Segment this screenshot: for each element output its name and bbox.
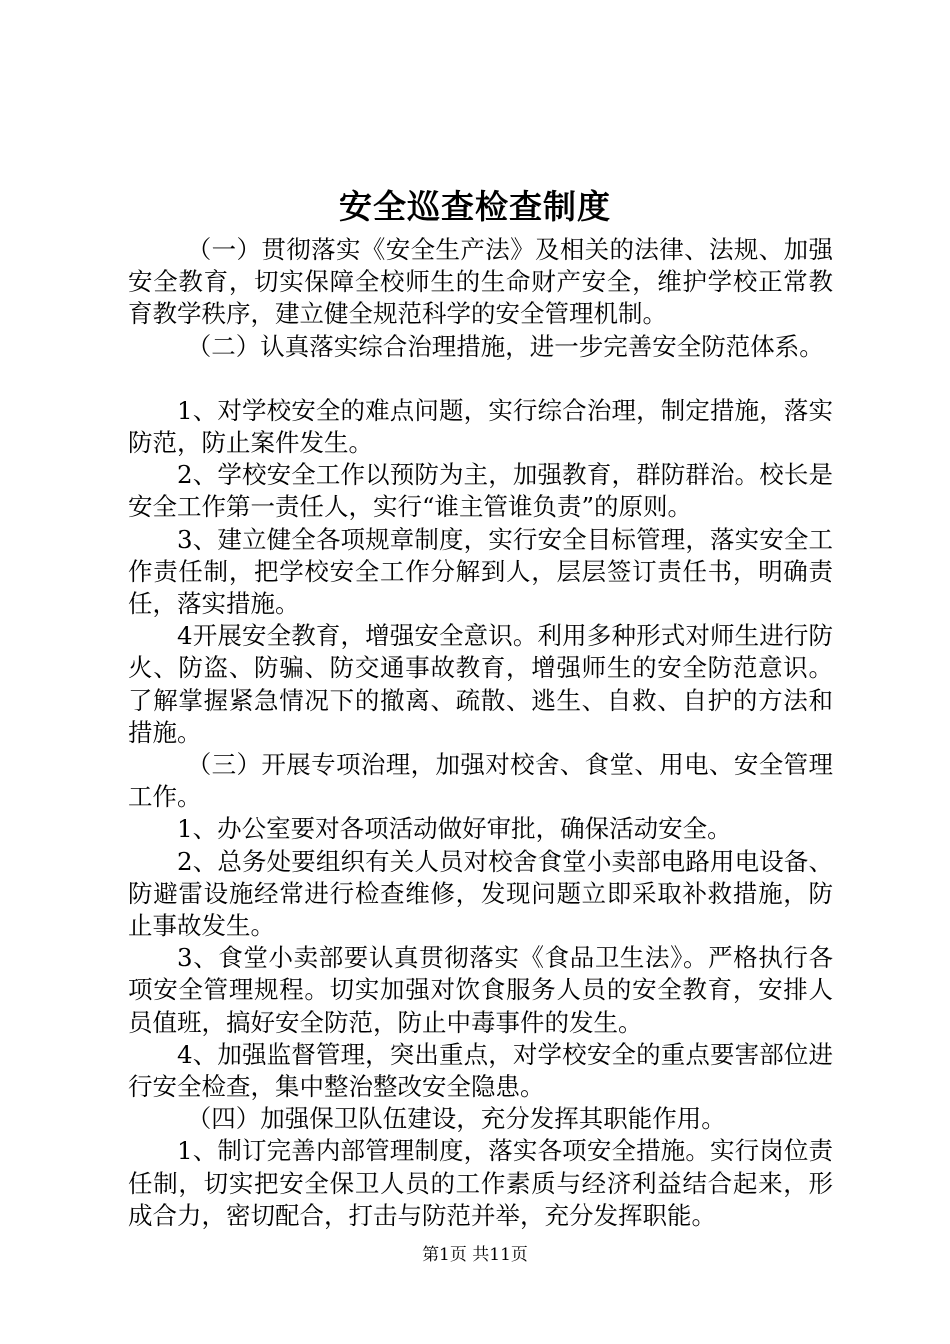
document-body	[128, 234, 833, 1232]
item-paragraph: 3、食堂小卖部要认真贯彻落实《食品卫生法》。严格执行各项安全管理规程。切实加强对饮食服务人员的安全教育，安排人员值班，搞好安全防范，防止中毒事件的发生。	[128, 943, 833, 1037]
section-paragraph-2: （二）认真落实综合治理措施，进一步完善安全防范体系。	[186, 331, 824, 361]
item-paragraph: 1、制订完善内部管理制度，落实各项安全措施。实行岗位责任制，切实把安全保卫人员的工作素质与经济利益结合起来，形成合力，密切配合，打击与防范并举，充分发挥职能。	[128, 1136, 833, 1230]
document-title: 安全巡查检查制度	[339, 187, 611, 226]
item-paragraph: 2、学校安全工作以预防为主，加强教育，群防群治。校长是安全工作第一责任人，实行“谁主管谁负责”的原则。	[128, 460, 833, 522]
section-paragraph-1: （一）贯彻落实《安全生产法》及相关的法律、法规、加强安全教育，切实保障全校师生的生命财产安全，维护学校正常教育教学秩序，建立健全规范科学的安全管理机制。	[128, 235, 833, 329]
item-paragraph: 1、对学校安全的难点问题，实行综合治理，制定措施，落实防范，防止案件发生。	[128, 395, 833, 458]
item-paragraph: 1、办公室要对各项活动做好审批，确保活动安全。	[177, 814, 732, 844]
item-paragraph: 3、建立健全各项规章制度，实行安全目标管理，落实安全工作责任制，把学校安全工作分解到人，层层签订责任书，明确责任，落实措施。	[128, 524, 833, 619]
section-paragraph-4: （四）加强保卫队伍建设，充分发挥其职能作用。	[186, 1104, 726, 1134]
item-paragraph: 4开展安全教育，增强安全意识。利用多种形式对师生进行防火、防盗、防骗、防交通事故教育，增强师生的安全防范意识。了解掌握紧急情况下的撤离、疏散、逃生、自救、自护的方法和措施。	[128, 621, 833, 747]
page-number-footer: 第1页 共11页	[422, 1245, 528, 1265]
item-paragraph: 2、总务处要组织有关人员对校舍食堂小卖部电路用电设备、防避雷设施经常进行检查维修，发现问题立即采取补救措施，防止事故发生。	[128, 846, 833, 941]
item-paragraph: 4、加强监督管理，突出重点，对学校安全的重点要害部位进行安全检查，集中整治整改安全隐患。	[128, 1039, 833, 1102]
section-paragraph-3: （三）开展专项治理，加强对校舍、食堂、用电、安全管理工作。	[128, 750, 833, 812]
